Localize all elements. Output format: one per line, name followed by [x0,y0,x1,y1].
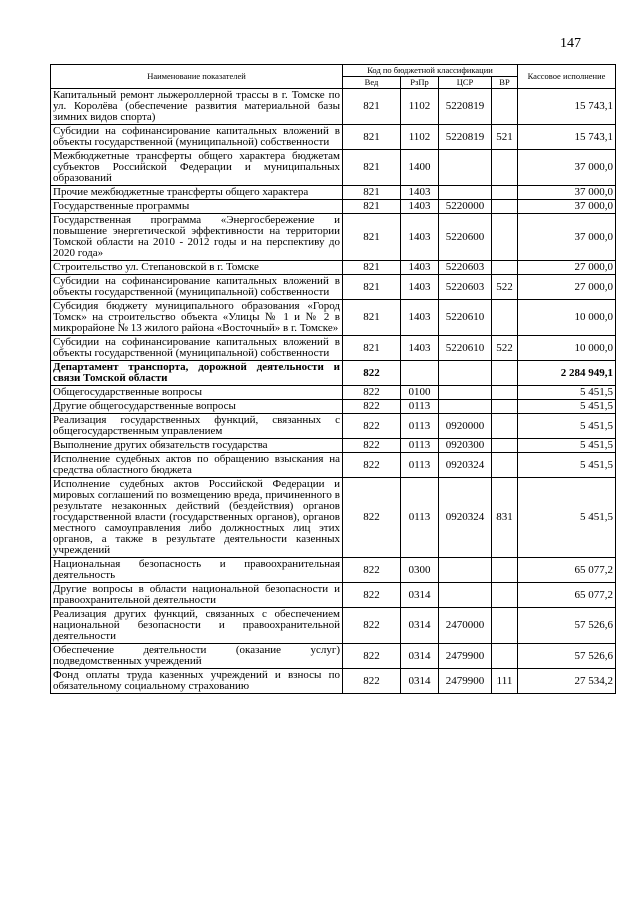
page-number: 147 [560,36,581,51]
cell-amount: 37 000,0 [518,214,616,261]
cell-rzpr: 0113 [401,414,439,439]
cell-ved: 822 [343,386,401,400]
cell-name: Выполнение других обязательств государства [51,439,343,453]
cell-ved: 821 [343,214,401,261]
cell-ved: 822 [343,558,401,583]
cell-ved: 822 [343,583,401,608]
header-row-top [51,65,616,77]
header-name: Наименование показателей [51,65,343,89]
cell-csr: 2479900 [439,644,492,669]
cell-vr [492,608,518,644]
cell-csr: 0920300 [439,439,492,453]
cell-csr: 5220603 [439,261,492,275]
cell-vr [492,558,518,583]
cell-vr [492,644,518,669]
table-row [51,439,616,453]
cell-ved: 821 [343,300,401,336]
cell-ved: 822 [343,400,401,414]
cell-csr: 0920000 [439,414,492,439]
table-row [51,453,616,478]
cell-amount: 5 451,5 [518,400,616,414]
cell-amount: 5 451,5 [518,478,616,558]
cell-amount: 5 451,5 [518,453,616,478]
cell-rzpr: 0100 [401,386,439,400]
cell-ved: 822 [343,608,401,644]
cell-vr [492,214,518,261]
cell-vr [492,453,518,478]
cell-csr [439,386,492,400]
cell-name: Другие вопросы в области национальной безопасности и правоохранительной деятельности [51,583,343,608]
header-code-group: Код по бюджетной классификации [343,65,518,77]
table-body [51,89,616,694]
cell-amount: 37 000,0 [518,186,616,200]
cell-csr: 0920324 [439,453,492,478]
header-rzpr: РзПр [401,77,439,89]
table-row [51,400,616,414]
cell-amount: 57 526,6 [518,608,616,644]
cell-rzpr: 0314 [401,669,439,694]
cell-vr [492,583,518,608]
cell-csr: 5220000 [439,200,492,214]
cell-vr: 111 [492,669,518,694]
cell-csr: 0920324 [439,478,492,558]
cell-rzpr: 0113 [401,453,439,478]
cell-ved: 822 [343,439,401,453]
cell-csr [439,186,492,200]
cell-ved: 822 [343,414,401,439]
cell-name: Субсидия бюджету муниципального образования «Город Томск» на строительство объекта «Улицы № 1 и № 2 в микрорайоне № 13 жилого района «Восточный» в г. Томске» [51,300,343,336]
cell-name: Национальная безопасность и правоохранительная деятельность [51,558,343,583]
cell-amount: 15 743,1 [518,89,616,125]
table-row [51,478,616,558]
cell-name: Прочие межбюджетные трансферты общего характера [51,186,343,200]
cell-amount: 10 000,0 [518,300,616,336]
table-row [51,583,616,608]
cell-amount: 37 000,0 [518,200,616,214]
cell-csr: 5220603 [439,275,492,300]
table-row [51,300,616,336]
cell-rzpr: 0314 [401,644,439,669]
cell-csr: 2479900 [439,669,492,694]
cell-name: Другие общегосударственные вопросы [51,400,343,414]
cell-name: Общегосударственные вопросы [51,386,343,400]
cell-amount: 37 000,0 [518,150,616,186]
cell-amount: 2 284 949,1 [518,361,616,386]
cell-rzpr: 1403 [401,186,439,200]
cell-amount: 57 526,6 [518,644,616,669]
cell-ved: 821 [343,275,401,300]
cell-ved: 822 [343,644,401,669]
cell-rzpr: 1403 [401,261,439,275]
cell-ved: 821 [343,89,401,125]
table-row [51,558,616,583]
cell-csr: 2470000 [439,608,492,644]
cell-csr: 5220600 [439,214,492,261]
cell-ved: 822 [343,361,401,386]
table-row [51,336,616,361]
cell-amount: 27 000,0 [518,275,616,300]
cell-amount: 5 451,5 [518,414,616,439]
cell-vr [492,386,518,400]
cell-rzpr: 0300 [401,558,439,583]
cell-amount: 5 451,5 [518,386,616,400]
cell-csr: 5220819 [439,125,492,150]
cell-rzpr: 0113 [401,478,439,558]
cell-name: Обеспечение деятельности (оказание услуг) подведомственных учреждений [51,644,343,669]
cell-ved: 821 [343,261,401,275]
cell-name: Департамент транспорта, дорожной деятельности и связи Томской области [51,361,343,386]
cell-vr [492,414,518,439]
cell-rzpr: 0314 [401,583,439,608]
table-row [51,89,616,125]
cell-amount: 5 451,5 [518,439,616,453]
table-row [51,150,616,186]
cell-rzpr: 0314 [401,608,439,644]
cell-ved: 821 [343,200,401,214]
cell-csr [439,150,492,186]
cell-rzpr: 1102 [401,125,439,150]
table-row [51,608,616,644]
cell-ved: 822 [343,669,401,694]
cell-name: Реализация других функций, связанных с обеспечением национальной безопасности и правоохранительной деятельности [51,608,343,644]
cell-amount: 15 743,1 [518,125,616,150]
cell-vr: 522 [492,336,518,361]
cell-name: Межбюджетные трансферты общего характера бюджетам субъектов Российской Федерации и муниципальных образований [51,150,343,186]
cell-name: Капитальный ремонт лыжероллерной трассы в г. Томске по ул. Королёва (обеспечение развития материальной базы зимних видов спорта) [51,89,343,125]
table-row [51,275,616,300]
cell-vr [492,186,518,200]
cell-rzpr: 0113 [401,400,439,414]
cell-rzpr: 0113 [401,439,439,453]
cell-rzpr: 1403 [401,200,439,214]
budget-table [50,64,616,694]
table-row [51,644,616,669]
cell-name: Фонд оплаты труда казенных учреждений и взносы по обязательному социальному страхованию [51,669,343,694]
table-row [51,214,616,261]
cell-amount: 27 000,0 [518,261,616,275]
cell-name: Субсидии на софинансирование капитальных вложений в объекты государственной (муниципальной) собственности [51,275,343,300]
cell-rzpr: 1403 [401,300,439,336]
cell-vr: 831 [492,478,518,558]
table-row [51,125,616,150]
cell-vr: 522 [492,275,518,300]
table-row [51,261,616,275]
cell-csr [439,361,492,386]
table-row [51,361,616,386]
header-amount: Кассовое исполнение [518,65,616,89]
cell-rzpr: 1403 [401,336,439,361]
cell-vr: 521 [492,125,518,150]
cell-vr [492,300,518,336]
cell-name: Реализация государственных функций, связанных с общегосударственным управлением [51,414,343,439]
cell-csr: 5220610 [439,300,492,336]
table-row [51,669,616,694]
cell-ved: 821 [343,336,401,361]
cell-vr [492,439,518,453]
cell-rzpr: 1403 [401,275,439,300]
header-csr: ЦСР [439,77,492,89]
cell-vr [492,150,518,186]
cell-amount: 65 077,2 [518,558,616,583]
cell-vr [492,400,518,414]
cell-ved: 821 [343,125,401,150]
header-vr: ВР [492,77,518,89]
cell-csr [439,558,492,583]
table-row [51,386,616,400]
cell-name: Исполнение судебных актов Российской Федерации и мировых соглашений по возмещению вреда, причиненного в результате незаконных действий (бездействия) органов государственной власти (государственных органов), органов местного самоуправления либо должностных лиц этих органов, а также в результате деятельности казенных учреждений [51,478,343,558]
cell-rzpr: 1102 [401,89,439,125]
cell-name: Субсидии на софинансирование капитальных вложений в объекты государственной (муниципальной) собственности [51,125,343,150]
cell-csr [439,583,492,608]
cell-csr [439,400,492,414]
cell-rzpr: 1403 [401,214,439,261]
cell-name: Субсидии на софинансирование капитальных вложений в объекты государственной (муниципальной) собственности [51,336,343,361]
cell-ved: 822 [343,453,401,478]
table-row [51,186,616,200]
cell-amount: 10 000,0 [518,336,616,361]
cell-amount: 27 534,2 [518,669,616,694]
cell-ved: 822 [343,478,401,558]
cell-rzpr [401,361,439,386]
cell-name: Исполнение судебных актов по обращению взыскания на средства областного бюджета [51,453,343,478]
header-ved: Вед [343,77,401,89]
cell-name: Государственная программа «Энергосбережение и повышение энергетической эффективности на территории Томской области на 2010 - 2012 годы и на перспективу до 2020 года» [51,214,343,261]
cell-rzpr: 1400 [401,150,439,186]
cell-name: Государственные программы [51,200,343,214]
cell-ved: 821 [343,150,401,186]
cell-ved: 821 [343,186,401,200]
cell-csr: 5220819 [439,89,492,125]
cell-csr: 5220610 [439,336,492,361]
cell-vr [492,261,518,275]
table-row [51,200,616,214]
table-row [51,414,616,439]
cell-name: Строительство ул. Степановской в г. Томске [51,261,343,275]
cell-vr [492,89,518,125]
cell-amount: 65 077,2 [518,583,616,608]
cell-vr [492,361,518,386]
cell-vr [492,200,518,214]
